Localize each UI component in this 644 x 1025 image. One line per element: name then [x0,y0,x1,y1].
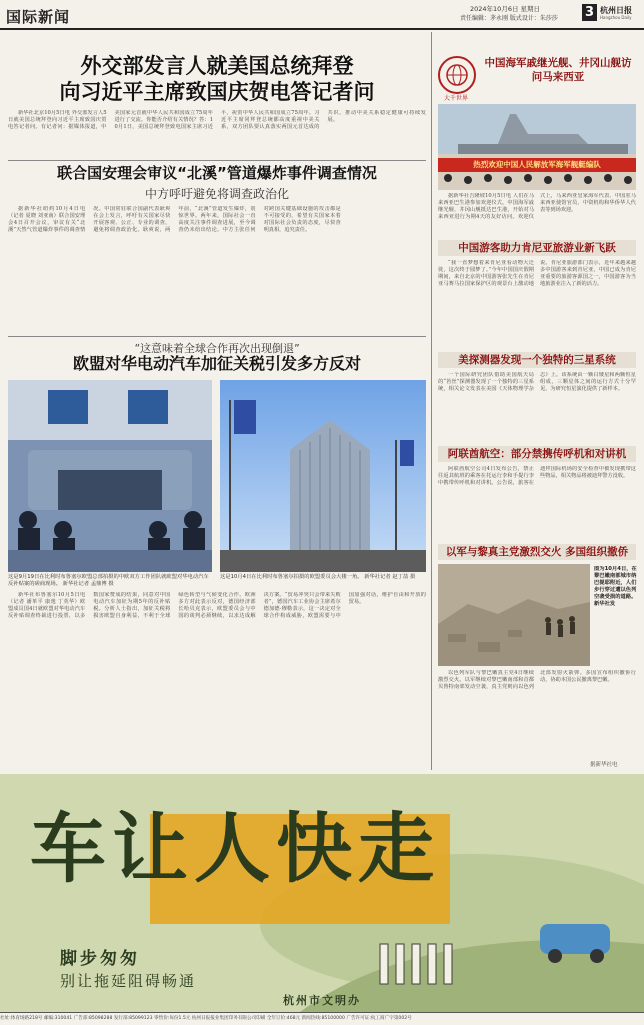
sidebar-story1-body [438,193,636,237]
lebanon-photo [438,564,590,666]
lead-article-text: 新华社北京10月5日电 外交部发言人5日就美国总统拜登向习近平主席致国庆贺电答记者问。有记者问：据媒体报道，中美国家元首就中华人民共和国成立75周年进行了交流。你能否介绍有关情况？答：10月1日，美国总统拜登致电国家主席习近平，祝贺中华人民共和国成立75周年。习近平主席同拜登总统都高度重视中美关系，双方团队要认真落实两国元首达成的共识，推动中美关系稳定健康可持续发展。 [8,110,426,130]
sidebar-story5-headline: 以军与黎真主党激烈交火 多国组织撤侨 [445,546,629,558]
sidebar-story1-headline: 中国海军戚继光舰、井冈山舰访问马来西亚 [484,57,632,83]
story3-headline: 欧盟对华电动汽车加征关税引发多方反对 [72,354,361,373]
public-service-ad [0,774,644,1012]
sidebar-story3-body [438,372,636,444]
sidebar-story5-credit: 据新华社电 [590,762,618,768]
meeting-photo [8,380,212,572]
column-divider [431,32,432,770]
divider [8,336,426,337]
story2-headline: 联合国安理会审议“北溪”管道爆炸事件调查情况 [57,164,377,182]
warship-photo [438,104,636,190]
eu-building-photo [220,380,426,572]
lebanon-photo-caption: 图为10月4日，在黎巴嫩南部城市纳巴提耶附近，人们步行穿过遭以色列空袭受损的道路。 新华社发 [594,566,637,607]
sidebar-story5-body [438,670,636,758]
sidebar-story2-headline: 中国游客助力肯尼亚旅游业新飞跃 [458,242,616,254]
section-name: 国际新闻 [6,8,71,26]
column-logo-label: 大千世界 [443,95,468,102]
eu-photo-caption: 这是10月4日在比利时布鲁塞尔拍摄的欧盟委员会大楼一角。 新华社记者 赵丁喆 摄 [220,574,416,580]
paper-logo: 杭州日报 [600,5,632,15]
sidebar-story3-text: 一个国际研究团队借助美国航天局的“苔丝”探测器发现了一个独特的三星系统，相关论文发表在美国《天体物理学杂志》上。该系统由一颗白矮星和两颗恒星组成，三颗星体之间的运行方式十分罕见，为研究恒星演化提供了新样本。 [438,372,636,392]
ad-line1: 脚步匆匆 [60,949,140,969]
sidebar-story4-headline: 阿联酋航空：部分禁携传呼机和对讲机 [447,448,627,460]
ad-slogan: 车让人快走 [30,804,440,893]
welcome-banner: 热烈欢迎中国人民解放军海军舰艇编队 [473,160,601,169]
divider [8,160,426,161]
sidebar-story2-text: “我一直梦想着来肯尼亚看动物大迁徙，这次终于圆梦了。”今年中国国庆假期期间，来自北京的中国游客张先生在肯尼亚马赛马拉国家保护区的观景台上激动地说。肯尼亚旅游部门表示，近年来越来越多中国游客来到肯尼亚，中国已成为肯尼亚重要的旅游客源国之一，中国游客为当地旅游业注入了新的活力。 [438,260,636,287]
story3-article-text: 新华社布鲁塞尔10月5日电（记者 潘革平 康逸 丁英华）欧盟成员国4日就欧盟对华电动汽车反补贴调查终裁进行投票，以多数国家赞成的结果，同意对中国电动汽车加征为期5年的反补贴税。分析人士指出，加征关税将损害欧盟自身利益，不利于全球绿色转型与气候变化合作。欧洲多方对此表示反对，德国经济部长哈贝克表示，欧盟委员会与中国的谈判必须继续，以求达成解决方案。“贸易冲突只会带来失败者”，德国汽车工业协会主席希尔德加德·穆勒表示，这一决定对全球合作构成威胁，欧盟需要与中国加强对话，维护自由和开放的贸易。 [8,592,426,619]
sidebar-story2-body [438,260,636,350]
globe-icon [440,58,474,92]
story3-quote-title: “这意味着全球合作再次出现倒退” [134,342,300,355]
lead-headline-line2: 向习近平主席致国庆贺电答记者问 [59,80,375,104]
story2-article-body [8,206,426,332]
story2-article-text: 据新华社纽约10月4日电 （记者 夏晓 刘亚南）联合国安理会4日召开会议，审议有关“北溪”天然气管道爆炸事件的调查情况。中国常驻联合国副代表耿爽在会上发言，呼吁有关国家尽快开展客观、公正、专业的调查，避免将调查政治化。耿爽说，两年前，“北溪”管道发生爆炸，震惊世界。两年来，国际社会一直高度关注事件调查进展，至今调查仍未给出结论。中方主张任何对跨国关键基础设施的攻击都是不可接受的，希望有关国家本着对国际社会负责的态度，尽快查明真相，追究责任。 [8,206,341,233]
paper-logo-en: Hangzhou Daily [600,15,632,20]
sidebar-story4-text: 阿联酋航空公司4日发布公告，禁止往返其航班的乘客在托运行李和手提行李中携带传呼机和对讲机。公告说，旅客在迪拜国际机场的安全检查中被发现携带这些物品，相关物品将被迪拜警方没收。 [438,466,636,486]
column-logo [438,56,476,94]
lead-headline-line1: 外交部发言人就美国总统拜登 [80,54,354,78]
story2-subtitle: 中方呼吁避免将调查政治化 [144,187,289,201]
sidebar-story3-headline: 美探测器发现一个独特的三星系统 [458,354,616,366]
date-line: 2024年10月6日 星期日 [470,5,541,13]
page-number: 3 [582,4,597,21]
ad-organization: 杭州市文明办 [283,994,361,1007]
ad-line2: 别让拖延阻碍畅通 [60,972,197,990]
lead-article-body [8,110,426,158]
page-footer: 社址:体育场路218号 邮编:310041 广告部:85098288 发行部:85099123 零售价:每份1.5元 杭州日报报业集团印务有限公司印刷 全年订价:468元 新闻热线:85100000 广告许可证:杭工商广字第002号 [0,1012,644,1025]
sidebar-story5-text: 以色列军队与黎巴嫩真主党4日继续激烈交火。以军继续对黎巴嫩南部和首都贝鲁特南郊发动空袭，真主党则向以色列北部发射火箭弹。多国宣布组织撤侨行动，协助本国公民撤离黎巴嫩。 [438,670,636,690]
sidebar-story1-text: 据新华社吉隆坡10月5日电 人们在马来西亚巴生港参加欢迎仪式。中国海军戚继光舰、井冈山舰抵达巴生港，开始对马来西亚进行为期4天的友好访问。欢迎仪式上，马来西亚皇家海军代表、中国驻马来西亚使馆官员、中资机构和华侨华人代表等到场欢迎。 [438,193,636,220]
story3-article-body [8,592,426,768]
meeting-photo-caption: 这是9月19日在比利时布鲁塞尔欧盟总部拍摄的中欧双方工作团队就欧盟对华电动汽车反补贴案的磋商现场。 新华社记者 孟鼎博 摄 [8,574,209,587]
editor-line: 责任编辑：茅永刚 版式设计：朱莎莎 [460,15,558,22]
sidebar-story4-body [438,466,636,538]
